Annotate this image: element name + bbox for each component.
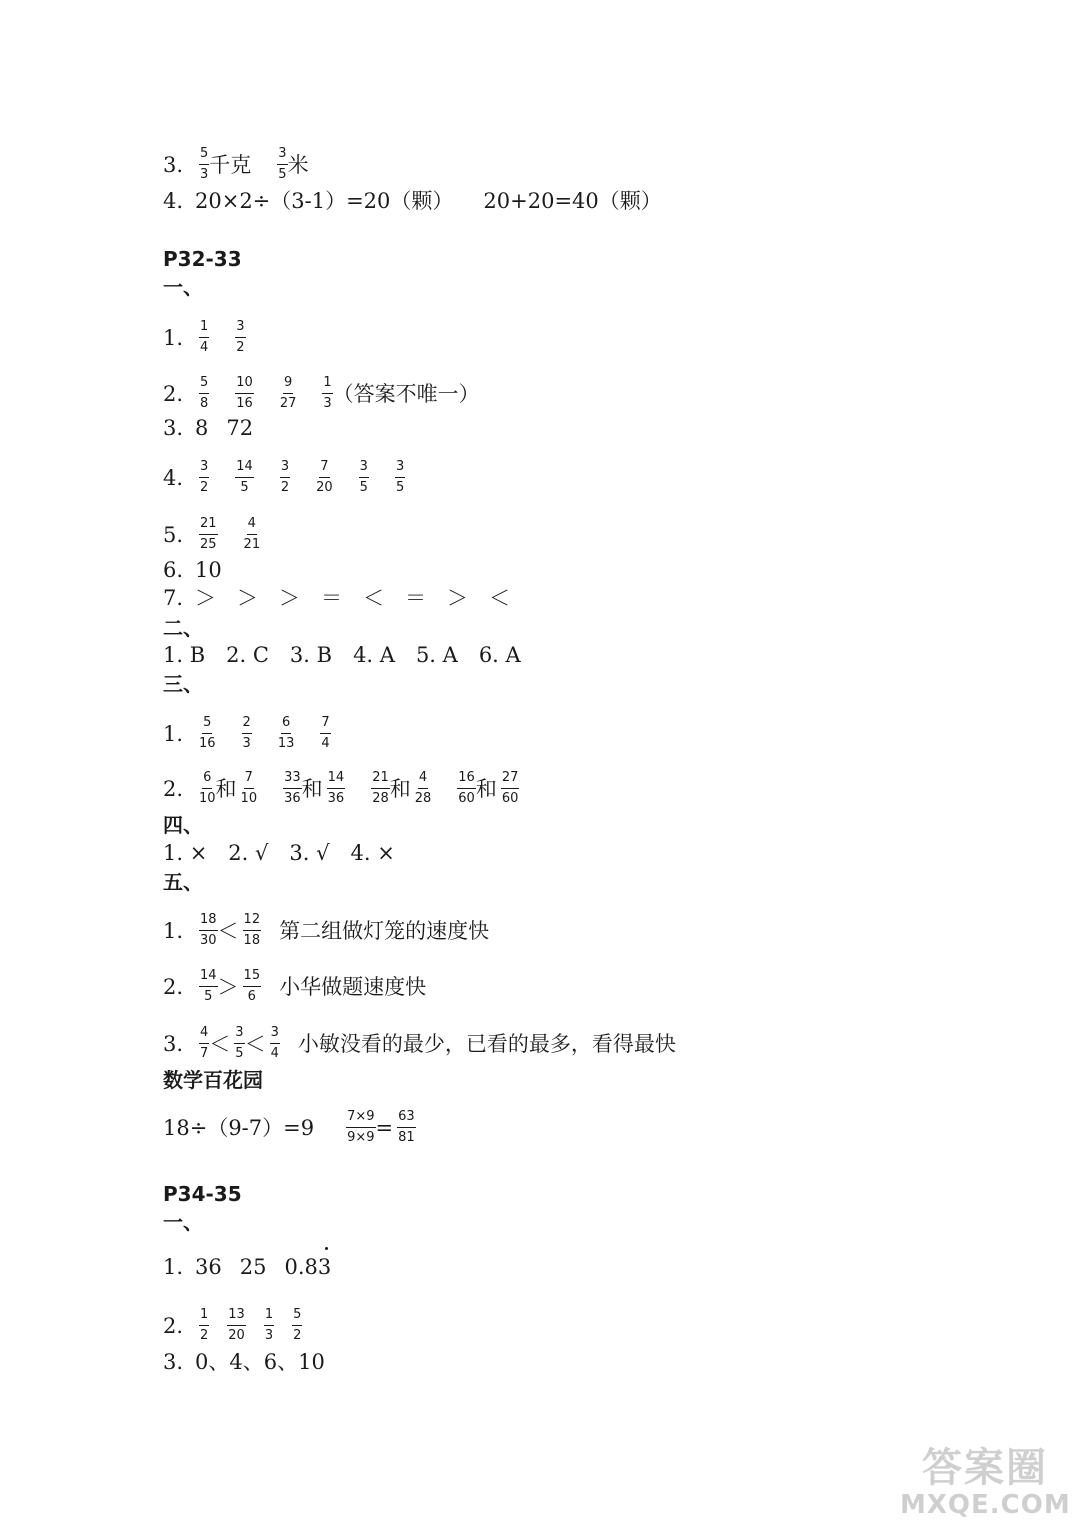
fraction — [234, 1024, 244, 1063]
item-number: 1. — [163, 325, 184, 350]
part-label: 二、 — [163, 616, 203, 640]
compare-sign: ＜ — [244, 1031, 266, 1056]
fraction-denominator: 16 — [236, 396, 253, 411]
part-label: 五、 — [163, 870, 203, 894]
fraction-numerator: 7 — [319, 458, 329, 478]
fraction-numerator: 14 — [235, 458, 254, 478]
page-range-title: P32-33 — [163, 247, 242, 271]
fraction-denominator: 4 — [321, 736, 330, 751]
fraction-numerator: 4 — [247, 515, 257, 535]
fraction — [199, 911, 218, 950]
fraction — [320, 714, 330, 753]
item-number: 4. — [163, 465, 184, 490]
section-label — [163, 1208, 203, 1236]
watermark-logo — [900, 1445, 1070, 1525]
part-label: 三、 — [163, 672, 203, 696]
fraction-numerator: 18 — [199, 911, 218, 931]
fraction-denominator: 5 — [359, 480, 368, 495]
item-number: 5. — [163, 522, 184, 547]
answer-line — [163, 839, 395, 867]
fraction-denominator: 10 — [199, 791, 216, 806]
item-number: 6. — [163, 558, 184, 582]
fraction-numerator: 1 — [199, 318, 209, 338]
fraction-denominator: 6 — [247, 989, 256, 1004]
fraction-denominator: 4 — [200, 340, 209, 355]
fraction — [235, 458, 254, 497]
fraction — [199, 1306, 209, 1345]
section-label — [163, 811, 203, 839]
answer-text: 20×2÷（3-1）=20（颗） — [195, 189, 454, 213]
fraction-numerator: 6 — [202, 769, 212, 789]
and-text: 和 — [475, 776, 497, 801]
item-number: 3. — [163, 152, 184, 177]
answer-line — [163, 584, 510, 612]
fraction — [264, 1306, 274, 1345]
watermark-brand: 答案圈 — [922, 1445, 1048, 1491]
answer-text: 0、4、6、10 — [195, 1350, 325, 1374]
fraction-denominator: 18 — [243, 933, 261, 948]
fraction-denominator: 36 — [327, 791, 345, 806]
repeating-digit: 3 — [317, 1255, 332, 1279]
fraction-numerator: 33 — [283, 769, 302, 789]
answer-text: 72 — [226, 416, 254, 440]
fraction-numerator: 3 — [280, 458, 290, 478]
item-number: 1. — [163, 918, 184, 943]
fraction — [415, 769, 432, 808]
fraction-denominator: 25 — [200, 537, 217, 552]
answer-line — [163, 374, 480, 413]
fraction-denominator: 7 — [200, 1046, 209, 1061]
answer-text: 25 — [239, 1255, 267, 1279]
item-number: 1. — [163, 1255, 184, 1279]
fraction-denominator: 2 — [236, 340, 245, 355]
answer-text: 1. B 2. C 3. B 4. A 5. A 6. A — [163, 643, 521, 667]
answer-line — [163, 1108, 416, 1147]
fraction-denominator: 36 — [284, 791, 301, 806]
unit-text: 米 — [287, 152, 309, 177]
and-text: 和 — [389, 776, 411, 801]
fraction-denominator: 2 — [293, 1328, 302, 1343]
fraction — [199, 374, 209, 413]
fraction-numerator: 1 — [322, 374, 332, 394]
fraction — [243, 911, 262, 950]
fraction-numerator: 3 — [235, 318, 245, 338]
fraction-numerator: 4 — [199, 1024, 209, 1044]
compare-sign: ＜ — [217, 918, 239, 943]
fraction-numerator: 16 — [457, 769, 476, 789]
fraction-denominator: 60 — [501, 791, 519, 806]
fraction — [235, 374, 254, 413]
fraction — [235, 318, 245, 357]
item-number: 2. — [163, 381, 184, 406]
fraction — [457, 769, 476, 808]
part-label: 一、 — [163, 1210, 203, 1234]
part-label: 四、 — [163, 813, 203, 837]
part-label: 数学百花园 — [163, 1068, 263, 1092]
fraction-numerator: 14 — [199, 967, 218, 987]
answer-text: 0.8 — [284, 1255, 318, 1279]
item-number: 4. — [163, 189, 184, 213]
fraction-numerator: 3 — [234, 1024, 244, 1044]
fraction-denominator: 10 — [240, 791, 258, 806]
answer-line — [163, 515, 260, 554]
section-label — [163, 868, 203, 896]
fraction-denominator: 9×9 — [347, 1130, 375, 1145]
fraction — [199, 145, 209, 184]
fraction-denominator: 13 — [277, 736, 295, 751]
fraction — [283, 769, 302, 808]
section-label — [163, 273, 203, 301]
conclusion-text: 第二组做灯笼的速度快 — [279, 918, 490, 943]
fraction — [280, 374, 297, 413]
fraction-denominator: 28 — [414, 791, 432, 806]
fraction-denominator: 3 — [242, 736, 251, 751]
answer-line — [163, 1253, 331, 1281]
fraction-denominator: 28 — [372, 791, 389, 806]
fraction — [199, 967, 218, 1006]
fraction-numerator: 7 — [320, 714, 330, 734]
conclusion-text: 小华做题速度快 — [279, 974, 427, 999]
fraction-denominator: 27 — [279, 396, 297, 411]
fraction-numerator: 3 — [359, 458, 369, 478]
fraction-numerator: 9 — [283, 374, 293, 394]
answer-line-3 — [163, 145, 309, 184]
answer-line — [163, 1348, 325, 1376]
fraction — [346, 1108, 375, 1147]
fraction-denominator: 3 — [264, 1328, 274, 1343]
fraction — [395, 458, 405, 497]
section-title — [163, 1180, 242, 1208]
fraction-denominator: 21 — [243, 537, 261, 552]
section-label — [163, 614, 203, 642]
fraction-numerator: 3 — [199, 458, 209, 478]
fraction-numerator: 5 — [199, 145, 209, 165]
fraction-numerator: 5 — [292, 1306, 302, 1326]
fraction-denominator: 20 — [228, 1328, 245, 1343]
equals-sign: = — [375, 1115, 394, 1140]
fraction-numerator: 63 — [397, 1108, 416, 1128]
answer-line — [163, 714, 331, 753]
fraction — [241, 769, 258, 808]
fraction — [199, 1024, 209, 1063]
fraction — [316, 458, 333, 497]
fraction — [199, 769, 216, 808]
fraction-denominator: 2 — [280, 480, 290, 495]
fraction — [501, 769, 520, 808]
fraction — [327, 769, 346, 808]
fraction — [243, 967, 262, 1006]
fraction-numerator: 21 — [371, 769, 390, 789]
watermark-site: MXQE.COM — [900, 1490, 1071, 1520]
answer-text: ＞ ＞ ＞ ＝ ＜ ＝ ＞ ＜ — [195, 586, 510, 610]
fraction-numerator: 4 — [418, 769, 428, 789]
fraction — [199, 458, 209, 497]
fraction-numerator: 10 — [235, 374, 254, 394]
section-title — [163, 245, 242, 273]
fraction-denominator: 81 — [398, 1130, 415, 1145]
answer-line — [163, 1306, 302, 1345]
answer-line — [163, 911, 489, 950]
section-label — [163, 670, 203, 698]
fraction-numerator: 5 — [199, 374, 209, 394]
fraction-denominator: 5 — [235, 1046, 244, 1061]
fraction-numerator: 3 — [277, 145, 287, 165]
item-number: 1. — [163, 721, 184, 746]
fraction-denominator: 60 — [458, 791, 475, 806]
fraction — [242, 714, 252, 753]
fraction-numerator: 27 — [501, 769, 520, 789]
conclusion-text: 小敏没看的最少，已看的最多，看得最快 — [297, 1031, 676, 1056]
item-number: 2. — [163, 776, 184, 801]
item-number: 3. — [163, 1031, 184, 1056]
fraction-denominator: 8 — [200, 396, 209, 411]
fraction-numerator: 6 — [281, 714, 291, 734]
fraction-denominator: 3 — [323, 396, 332, 411]
fraction-denominator: 5 — [240, 480, 249, 495]
fraction-numerator: 3 — [395, 458, 405, 478]
fraction-denominator: 3 — [200, 167, 209, 182]
fraction-denominator: 5 — [278, 167, 287, 182]
fraction — [322, 374, 332, 413]
fraction — [277, 145, 287, 184]
answer-text: 8 — [195, 416, 209, 440]
item-number: 3. — [163, 416, 184, 440]
fraction-numerator: 3 — [270, 1024, 280, 1044]
section-label — [163, 1066, 263, 1094]
and-text: 和 — [301, 776, 323, 801]
answer-text: 18÷（9-7）=9 — [163, 1115, 315, 1140]
answer-line — [163, 458, 405, 497]
item-number: 7. — [163, 586, 184, 610]
fraction — [397, 1108, 416, 1147]
fraction — [199, 318, 209, 357]
fraction — [280, 458, 290, 497]
answer-line — [163, 414, 253, 442]
answer-text: 20+20=40（颗） — [483, 189, 662, 213]
page-range-title: P34-35 — [163, 1182, 242, 1206]
fraction-numerator: 7×9 — [346, 1108, 375, 1128]
answer-text: 36 — [195, 1255, 222, 1279]
fraction — [359, 458, 369, 497]
item-number: 2. — [163, 1313, 184, 1338]
item-number: 2. — [163, 974, 184, 999]
compare-sign: ＜ — [209, 1031, 231, 1056]
answer-line-4 — [163, 187, 662, 215]
fraction-numerator: 1 — [264, 1306, 274, 1326]
fraction-denominator: 5 — [395, 480, 405, 495]
note-text: （答案不唯一） — [332, 381, 480, 406]
fraction — [371, 769, 390, 808]
answer-line — [163, 641, 521, 669]
fraction-denominator: 4 — [270, 1046, 279, 1061]
fraction — [199, 714, 216, 753]
fraction — [292, 1306, 302, 1345]
answer-line — [163, 556, 222, 584]
fraction — [199, 515, 218, 554]
fraction-numerator: 15 — [243, 967, 262, 987]
answer-line — [163, 769, 519, 808]
fraction-numerator: 12 — [243, 911, 262, 931]
answer-line — [163, 1024, 676, 1063]
fraction-numerator: 7 — [244, 769, 254, 789]
answer-line — [163, 318, 246, 357]
fraction-denominator: 2 — [200, 1328, 209, 1343]
fraction-denominator: 2 — [200, 480, 209, 495]
fraction-numerator: 2 — [242, 714, 252, 734]
fraction — [227, 1306, 246, 1345]
item-number: 3. — [163, 1350, 184, 1374]
fraction — [278, 714, 295, 753]
answer-line — [163, 967, 426, 1006]
compare-sign: ＞ — [217, 974, 239, 999]
answer-text: 10 — [195, 558, 222, 582]
fraction-denominator: 20 — [316, 480, 333, 495]
fraction-numerator: 21 — [199, 515, 218, 535]
fraction-numerator: 1 — [199, 1306, 209, 1326]
fraction-denominator: 30 — [200, 933, 217, 948]
answer-text: 1. × 2. √ 3. √ 4. × — [163, 841, 395, 865]
unit-text: 千克 — [209, 152, 252, 177]
fraction-numerator: 5 — [202, 714, 212, 734]
fraction-numerator: 13 — [227, 1306, 246, 1326]
fraction-numerator: 14 — [327, 769, 346, 789]
fraction — [244, 515, 261, 554]
and-text: 和 — [215, 776, 237, 801]
fraction-denominator: 5 — [204, 989, 213, 1004]
part-label: 一、 — [163, 275, 203, 299]
fraction-denominator: 16 — [199, 736, 216, 751]
fraction — [270, 1024, 280, 1063]
